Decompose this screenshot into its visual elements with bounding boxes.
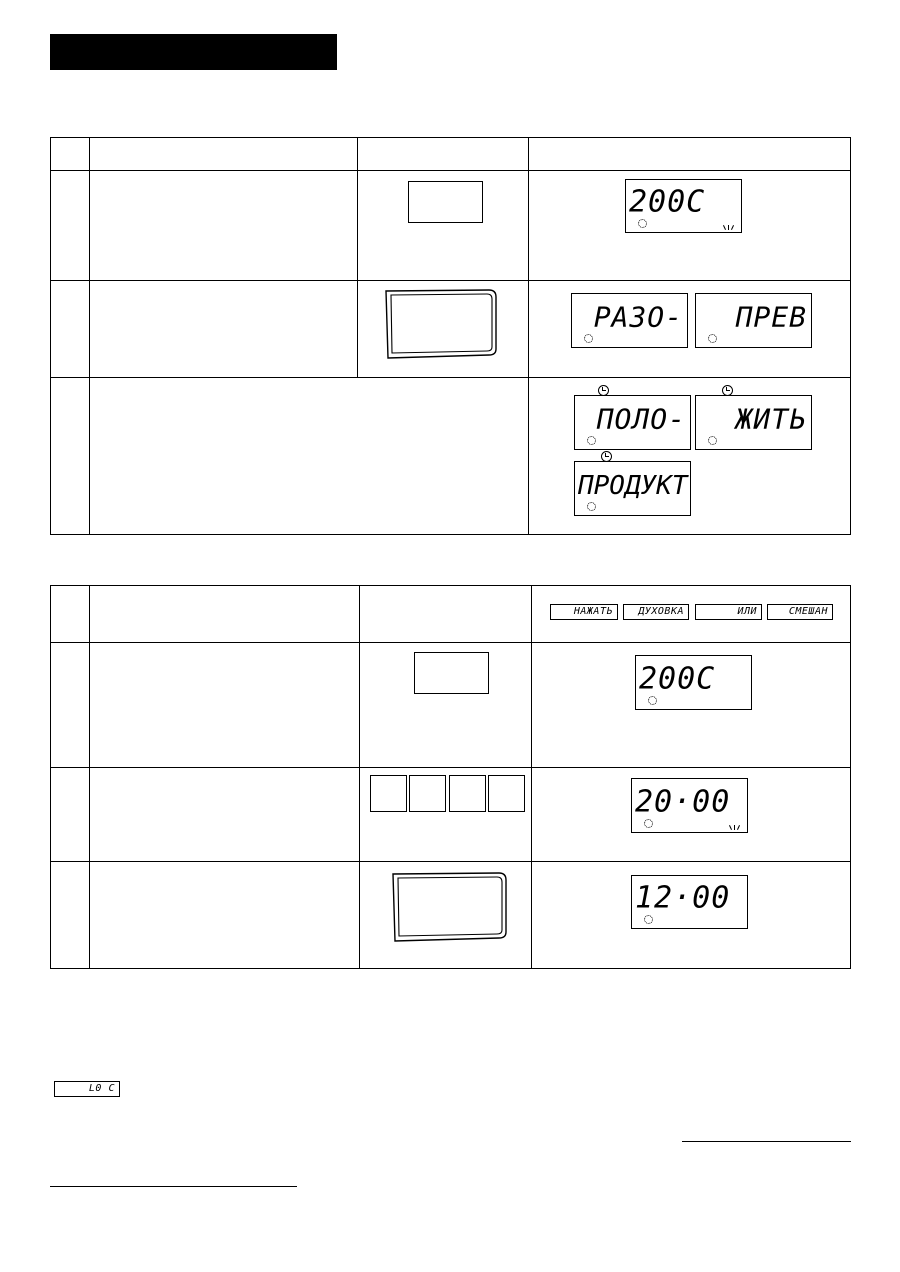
header-cell-button: [358, 138, 529, 171]
lcd-display: [571, 293, 688, 348]
display-cell: [529, 171, 851, 281]
header-bar: [50, 34, 337, 70]
button-cell: [358, 281, 529, 378]
lcd-text: ПРЕВ: [735, 300, 807, 334]
button-cell: [360, 862, 532, 969]
display-cell: [532, 768, 851, 862]
table-header-row: [51, 138, 851, 171]
step-cell: [51, 768, 90, 862]
lcd-display: [574, 395, 691, 450]
blink-indicator-icon: [723, 222, 735, 230]
lcd-display: [631, 875, 748, 929]
lcd-display: [625, 179, 742, 233]
display-cell: [529, 378, 851, 535]
display-cell: [532, 862, 851, 969]
sun-icon: [708, 436, 717, 445]
oven-mode-button[interactable]: [408, 181, 483, 223]
lcd-strip: НАЖАТЬ: [550, 604, 618, 620]
lcd-text: 200C: [639, 660, 716, 696]
instruction-cell: [90, 643, 360, 768]
button-cell: [358, 171, 529, 281]
table-row: [51, 643, 851, 768]
table-row: [51, 586, 851, 643]
display-cell: [532, 586, 851, 643]
lcd-strip: СМЕШАН: [767, 604, 833, 620]
lcd-text: PA3O-: [593, 300, 683, 334]
lcd-display: [695, 293, 812, 348]
number-button[interactable]: [409, 775, 446, 812]
lcd-text: 12·00: [635, 880, 731, 916]
instruction-cell: [90, 171, 358, 281]
step-cell: [51, 378, 90, 535]
sun-icon: [648, 696, 657, 705]
step-cell: [51, 171, 90, 281]
instruction-cell: [90, 281, 358, 378]
table-row: [51, 862, 851, 969]
footer-rule-right: [682, 1141, 851, 1142]
instruction-cell: [90, 378, 529, 535]
sun-icon: [587, 502, 596, 511]
table-row: [51, 378, 851, 535]
sun-icon: [587, 436, 596, 445]
sun-icon: [584, 334, 593, 343]
lcd-text: ПРОДУКТ: [578, 470, 688, 501]
lcd-text: ЖИТЬ: [735, 402, 807, 436]
sun-icon: [644, 915, 653, 924]
step-cell: [51, 862, 90, 969]
button-cell: [360, 643, 532, 768]
instruction-cell: [90, 768, 360, 862]
instruction-cell: [90, 586, 360, 643]
lcd-strip: ИЛИ: [695, 604, 762, 620]
lcd-strip: ДУХОВКА: [623, 604, 689, 620]
start-button[interactable]: [384, 287, 499, 359]
oven-mode-button[interactable]: [414, 652, 489, 694]
display-cell: [529, 281, 851, 378]
table-row: [51, 171, 851, 281]
lcd-text: 200C: [629, 184, 706, 220]
sun-icon: [708, 334, 717, 343]
lcd-display: [695, 395, 812, 450]
table-row: [51, 281, 851, 378]
button-cell: [360, 768, 532, 862]
lcd-text: 20·00: [635, 783, 731, 819]
small-lcd-display: L0 C: [54, 1081, 120, 1097]
lcd-text: ПОЛО-: [596, 402, 686, 436]
header-cell-instruction: [90, 138, 358, 171]
step-cell: [51, 586, 90, 643]
blink-indicator-icon: [729, 822, 741, 830]
display-cell: [532, 643, 851, 768]
procedure-table-1: [50, 137, 851, 535]
header-cell-step: [51, 138, 90, 171]
button-cell: [360, 586, 532, 643]
step-cell: [51, 281, 90, 378]
start-button[interactable]: [391, 870, 509, 942]
table-row: [51, 768, 851, 862]
procedure-table-2: [50, 585, 851, 969]
number-button[interactable]: [488, 775, 525, 812]
footer-rule-left: [50, 1186, 297, 1187]
header-cell-display: [529, 138, 851, 171]
step-cell: [51, 643, 90, 768]
lcd-display: [631, 778, 748, 833]
number-button[interactable]: [370, 775, 407, 812]
lcd-display: [574, 461, 691, 516]
instruction-cell: [90, 862, 360, 969]
sun-icon: [644, 819, 653, 828]
number-button[interactable]: [449, 775, 486, 812]
lcd-display: [635, 655, 752, 710]
sun-icon: [638, 219, 647, 228]
